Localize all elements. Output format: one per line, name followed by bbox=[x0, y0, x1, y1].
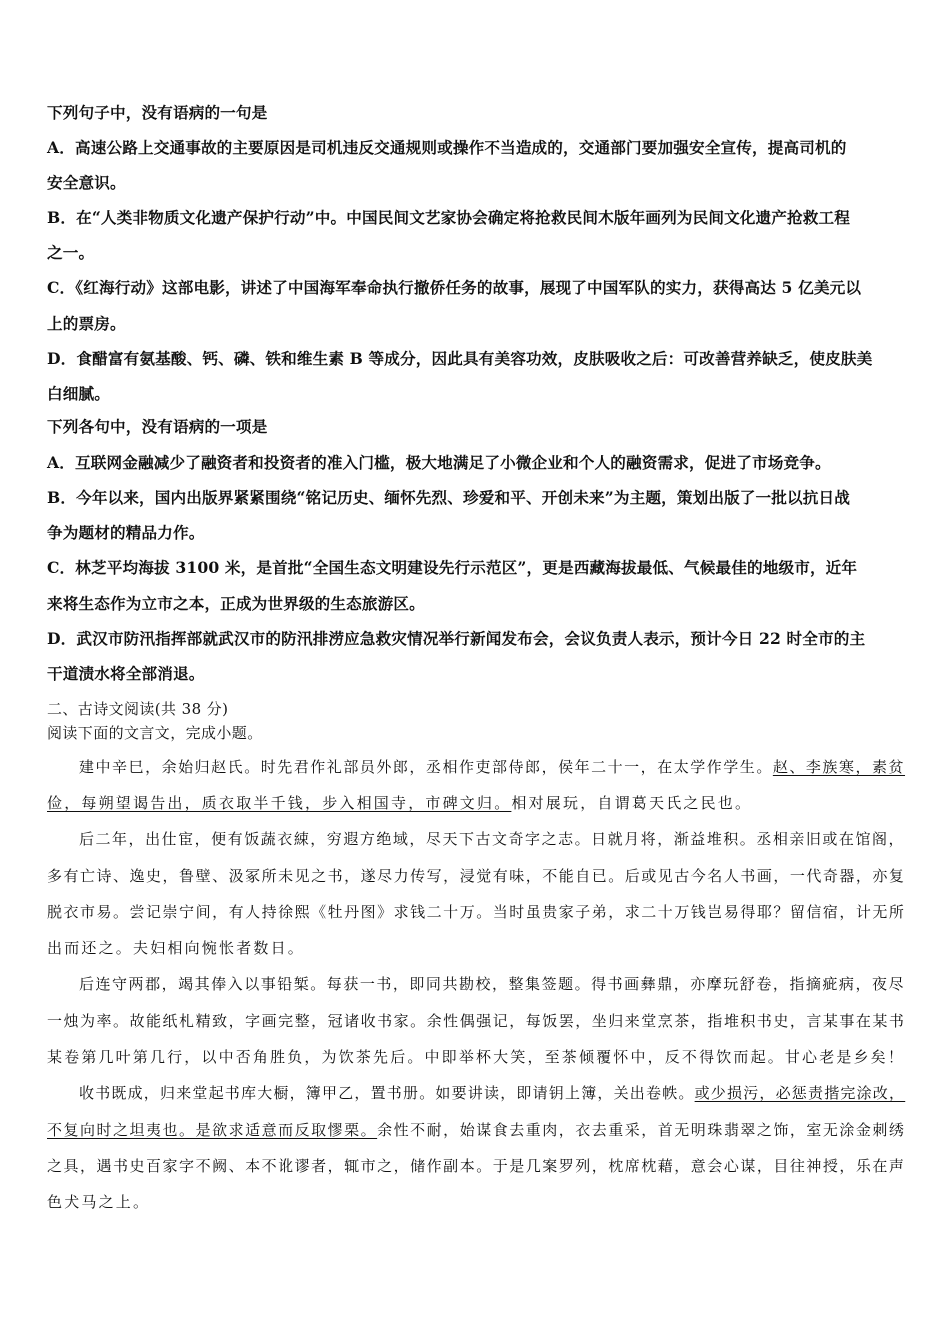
question-2-option-d-line-2: 干道渍水将全部消退。 bbox=[47, 664, 205, 683]
passage-p3-line-1: 后连守两郡，竭其俸入以事铅椠。每获一书，即同共勘校，整集签题。得书画彝鼎，亦摩玩舒卷，指摘疵病，夜尽 bbox=[79, 977, 906, 993]
passage-p2-line-2: 多有亡诗、逸史，鲁壁、汲冢所未见之书，遂尽力传写，浸觉有味，不能自已。后或见古今名人书画，一代奇器，亦复 bbox=[47, 869, 906, 885]
question-2-option-d-line-1: D．武汉市防汛指挥部就武汉市的防汛排涝应急救灾情况举行新闻发布会，会议负责人表示，预计今日 22 时全市的主 bbox=[47, 629, 866, 648]
passage-p1-line-1 bbox=[79, 758, 905, 778]
question-1-option-c-line-2: 上的票房。 bbox=[47, 314, 126, 333]
passage-p4-underlined: 不复向时之坦夷也。是欲求适意而反取憀栗。 bbox=[47, 1123, 378, 1139]
question-2-option-a-line-1: A．互联网金融减少了融资者和投资者的准入门槛，极大地满足了小微企业和个人的融资需求，促进了市场竞争。 bbox=[47, 453, 831, 472]
passage-p4-line-3: 之具，遇书史百家字不阙、本不讹谬者，辄市之，储作副本。于是几案罗列，枕席枕藉，意会心谋，目往神授，乐在声 bbox=[47, 1159, 906, 1175]
passage-p4-text: 收书既成，归来堂起书库大橱，簿甲乙，置书册。如要讲读，即请钥上簿，关出卷帙。 bbox=[79, 1086, 695, 1102]
passage-p2-line-3: 脱衣市易。尝记崇宁间，有人持徐熙《牡丹图》求钱二十万。当时虽贵家子弟，求二十万钱岂易得耶？留信宿，计无所 bbox=[47, 905, 906, 921]
passage-p4-line-4: 色犬马之上。 bbox=[47, 1195, 151, 1211]
question-1-option-b-line-1: B．在“人类非物质文化遗产保护行动”中。中国民间文艺家协会确定将抢救民间木版年画列为民间文化遗产抢救工程 bbox=[47, 208, 851, 227]
question-2-option-b-line-2: 争为题材的精品力作。 bbox=[47, 523, 205, 542]
question-2-stem: 下列各句中，没有语病的一项是 bbox=[47, 417, 268, 436]
question-1-option-d-line-1: D．食醋富有氨基酸、钙、磷、铁和维生素 B 等成分，因此具有美容功效，皮肤吸收之后：可改善营养缺乏，使皮肤美 bbox=[47, 349, 873, 368]
question-1-option-a-line-2: 安全意识。 bbox=[47, 173, 126, 192]
passage-p2-line-1: 后二年，出仕宦，便有饭蔬衣綀，穷遐方绝域，尽天下古文奇字之志。日就月将，渐益堆积。丞相亲旧或在馆阁， bbox=[79, 832, 906, 848]
passage-p3-line-3: 某卷第几叶第几行，以中否角胜负，为饮茶先后。中即举杯大笑，至茶倾覆怀中，反不得饮而起。甘心老是乡矣！ bbox=[47, 1050, 906, 1066]
question-1-stem: 下列句子中，没有语病的一句是 bbox=[47, 103, 268, 122]
question-2-option-c-line-2: 来将生态作为立市之本，正成为世界级的生态旅游区。 bbox=[47, 594, 425, 613]
question-2-option-c-line-1: C．林芝平均海拔 3100 米，是首批“全国生态文明建设先行示范区”，更是西藏海拔最低、气候最佳的地级市，近年 bbox=[47, 558, 858, 577]
passage-p4-line-1 bbox=[79, 1084, 905, 1104]
passage-p1-underlined: 赵、李族寒，素贫 bbox=[772, 760, 906, 776]
question-1-option-b-line-2: 之一。 bbox=[47, 243, 95, 262]
section-heading: 二、古诗文阅读(共 38 分) bbox=[47, 700, 229, 718]
passage-p1-line-2 bbox=[47, 794, 752, 814]
passage-p3-line-2: 一烛为率。故能纸札精致，字画完整，冠诸收书家。余性偶强记，每饭罢，坐归来堂烹茶，指堆积书史，言某事在某书 bbox=[47, 1014, 906, 1030]
passage-p1-text: 相对展玩，自谓葛天氏之民也。 bbox=[511, 796, 753, 812]
section-instruction: 阅读下面的文言文，完成小题。 bbox=[47, 724, 263, 742]
question-2-option-b-line-1: B．今年以来，国内出版界紧紧围绕“铭记历史、缅怀先烈、珍爱和平、开创未来”为主题，策划出版了一批以抗日战 bbox=[47, 488, 851, 507]
question-1-option-d-line-2: 白细腻。 bbox=[47, 384, 110, 403]
passage-p1-underlined: 俭，每朔望谒告出，质衣取半千钱，步入相国寺，市碑文归。 bbox=[47, 796, 512, 812]
question-1-option-c-line-1: C．《红海行动》这部电影，讲述了中国海军奉命执行撤侨任务的故事，展现了中国军队的实力，获得高达 5 亿美元以 bbox=[47, 278, 862, 297]
passage-p2-line-4: 出而还之。夫妇相向惋怅者数日。 bbox=[47, 941, 306, 957]
passage-p4-text: 余性不耐，始谋食去重肉，衣去重采，首无明珠翡翠之饰，室无涂金刺绣 bbox=[377, 1123, 906, 1139]
passage-p1-text: 建中辛巳，余始归赵氏。时先君作礼部员外郎，丞相作吏部侍郎，侯年二十一，在太学作学生。 bbox=[79, 760, 773, 776]
passage-p4-underlined: 或少损污，必惩责揩完涂改， bbox=[694, 1086, 906, 1102]
passage-p4-line-2 bbox=[47, 1121, 905, 1141]
question-1-option-a-line-1: A．高速公路上交通事故的主要原因是司机违反交通规则或操作不当造成的，交通部门要加强安全宣传，提高司机的 bbox=[47, 138, 847, 157]
